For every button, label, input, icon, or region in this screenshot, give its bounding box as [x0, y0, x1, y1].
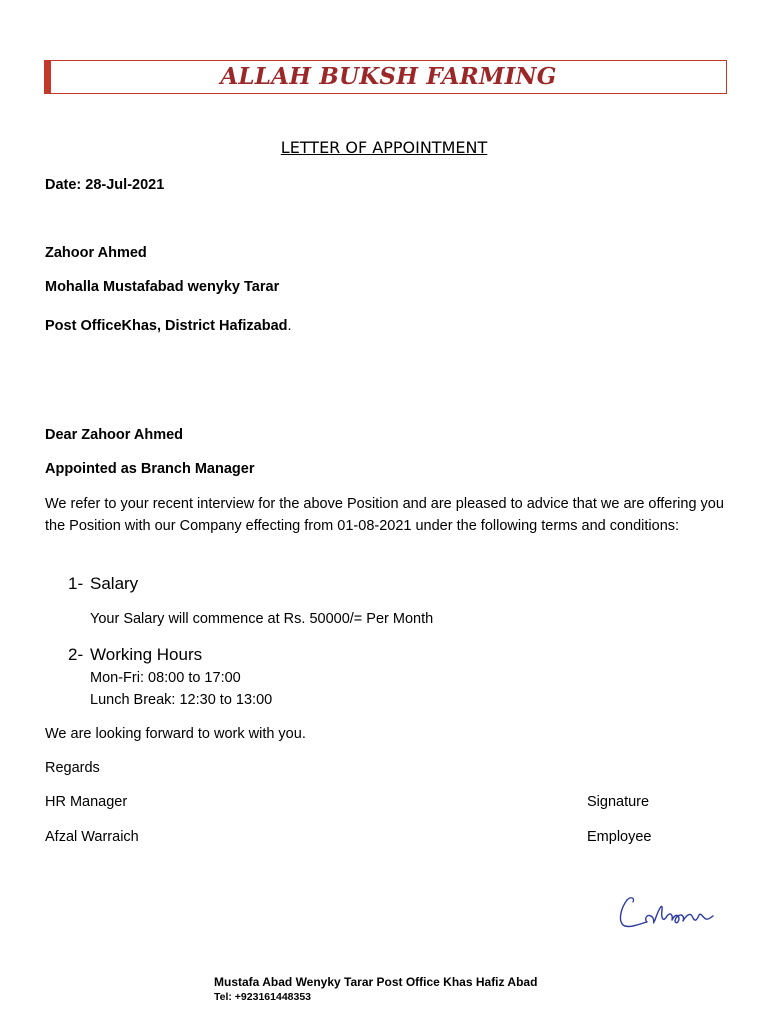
- signatory-title: HR Manager: [45, 794, 128, 810]
- company-name: ALLAH BUKSH FARMING: [220, 63, 557, 90]
- footer-address: Mustafa Abad Wenyky Tarar Post Office Khas Hafiz Abad: [214, 975, 538, 989]
- recipient-address-line2-wrap: [45, 317, 292, 335]
- subject-line: Appointed as Branch Manager: [45, 461, 255, 477]
- intro-paragraph: We refer to your recent interview for the above Position and are pleased to advice that we are offering you the Position with our Company effecting from 01-08-2021 under the following terms and conditions:: [45, 496, 724, 534]
- letter-date: Date: 28-Jul-2021: [45, 177, 165, 193]
- recipient-address-line2: Post OfficeKhas, District Hafizabad: [45, 318, 288, 334]
- recipient-address-line1: Mohalla Mustafabad wenyky Tarar: [45, 279, 280, 295]
- term-2-number: 2-: [68, 645, 84, 664]
- term-2-line-2: Lunch Break: 12:30 to 13:00: [90, 692, 273, 708]
- letter-title: LETTER OF APPOINTMENT: [280, 138, 488, 157]
- regards: Regards: [45, 760, 100, 776]
- recipient-name: Zahoor Ahmed: [45, 245, 147, 261]
- signatory-name: Afzal Warraich: [45, 829, 139, 845]
- footer-phone: Tel: +923161448353: [214, 991, 312, 1003]
- term-2-title: Working Hours: [90, 645, 203, 664]
- term-1-number: 1-: [68, 574, 84, 593]
- handwritten-signature: [615, 890, 720, 935]
- term-2-line-1: Mon-Fri: 08:00 to 17:00: [90, 670, 241, 686]
- employee-label: Employee: [587, 829, 652, 845]
- salutation: Dear Zahoor Ahmed: [45, 427, 184, 443]
- signature-label: Signature: [587, 794, 650, 810]
- recipient-address-period: .: [287, 318, 292, 334]
- term-1-title: Salary: [90, 574, 139, 593]
- company-banner: [44, 60, 727, 94]
- term-1-line-1: Your Salary will commence at Rs. 50000/= Per Month: [90, 611, 434, 627]
- closing-line: We are looking forward to work with you.: [45, 726, 306, 742]
